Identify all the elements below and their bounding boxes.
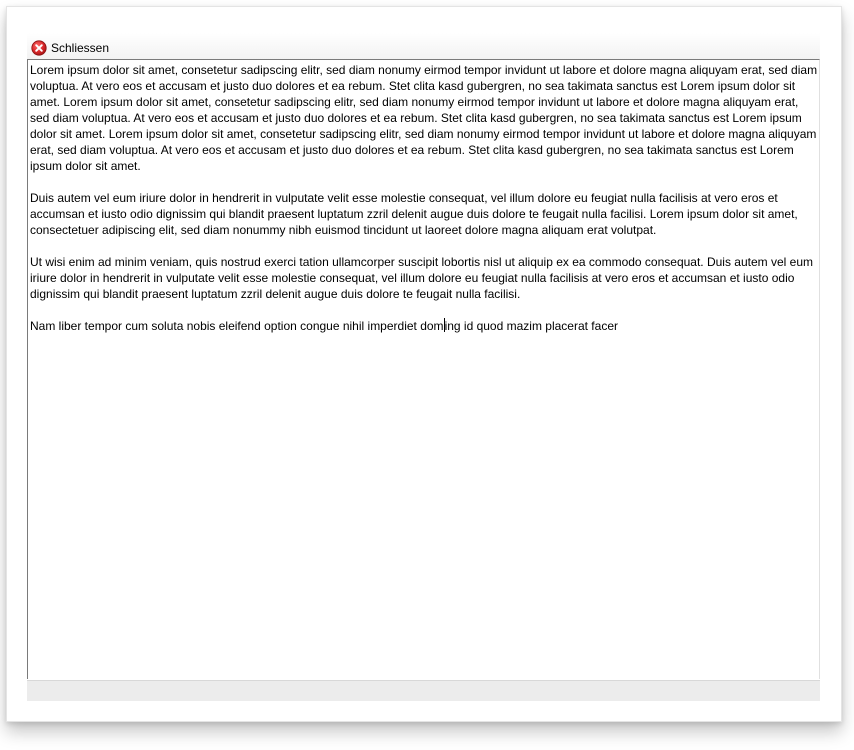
close-button-label: Schliessen	[51, 41, 110, 55]
paragraph-text-after-caret: ing id quod mazim placerat facer	[444, 319, 618, 333]
text-editor[interactable]	[27, 59, 820, 679]
window-frame	[6, 6, 842, 722]
status-bar	[27, 680, 820, 701]
paragraph: Duis autem vel eum iriure dolor in hendrerit in vulputate velit esse molestie consequat, vel illum dolore eu feugiat nulla facilisis at vero eros et accumsan et iusto odio dignissim qui blandit praesent luptatum zzril delenit augue duis dolore te feugait nulla facilisi. Lorem ipsum dolor sit amet, consectetuer adipiscing elit, sed diam nonummy nibh euismod tincidunt ut laoreet dolore magna aliquam erat volutpat.	[30, 191, 798, 237]
paragraph: Ut wisi enim ad minim veniam, quis nostrud exerci tation ullamcorper suscipit lobortis nisl ut aliquip ex ea commodo consequat. Duis autem vel eum iriure dolor in hendrerit in vulputate velit esse molestie consequat, vel illum dolore eu feugiat nulla facilisis at vero eros et accumsan et iusto odio dignissim qui blandit praesent luptatum zzril delenit augue duis dolore te feugait nulla facilisi.	[30, 255, 814, 301]
paragraph-with-caret	[30, 318, 819, 334]
close-button[interactable]	[28, 37, 112, 59]
paragraph-text-before-caret: Nam liber tempor cum soluta nobis eleifend option congue nihil imperdiet dom	[30, 319, 444, 333]
paragraph: Lorem ipsum dolor sit amet, consetetur sadipscing elitr, sed diam nonumy eirmod tempor invidunt ut labore et dolore magna aliquyam erat, sed diam voluptua. At vero eos et accusam et justo duo dolores et ea rebum. Stet clita kasd gubergren, no sea takimata sanctus est Lorem ipsum dolor sit amet. Lorem ipsum dolor sit amet, consetetur sadipscing elitr, sed diam nonumy eirmod tempor invidunt ut labore et dolore magna aliquyam erat, sed diam voluptua. At vero eos et accusam et justo duo dolores et ea rebum. Stet clita kasd gubergren, no sea takimata sanctus est Lorem ipsum dolor sit amet. Lorem ipsum dolor sit amet, consetetur sadipscing elitr, sed diam nonumy eirmod tempor invidunt ut labore et dolore magna aliquyam erat, sed diam voluptua. At vero eos et accusam et justo duo dolores et ea rebum. Stet clita kasd gubergren, no sea takimata sanctus est Lorem ipsum dolor sit amet.	[30, 63, 818, 173]
close-icon	[31, 40, 47, 56]
